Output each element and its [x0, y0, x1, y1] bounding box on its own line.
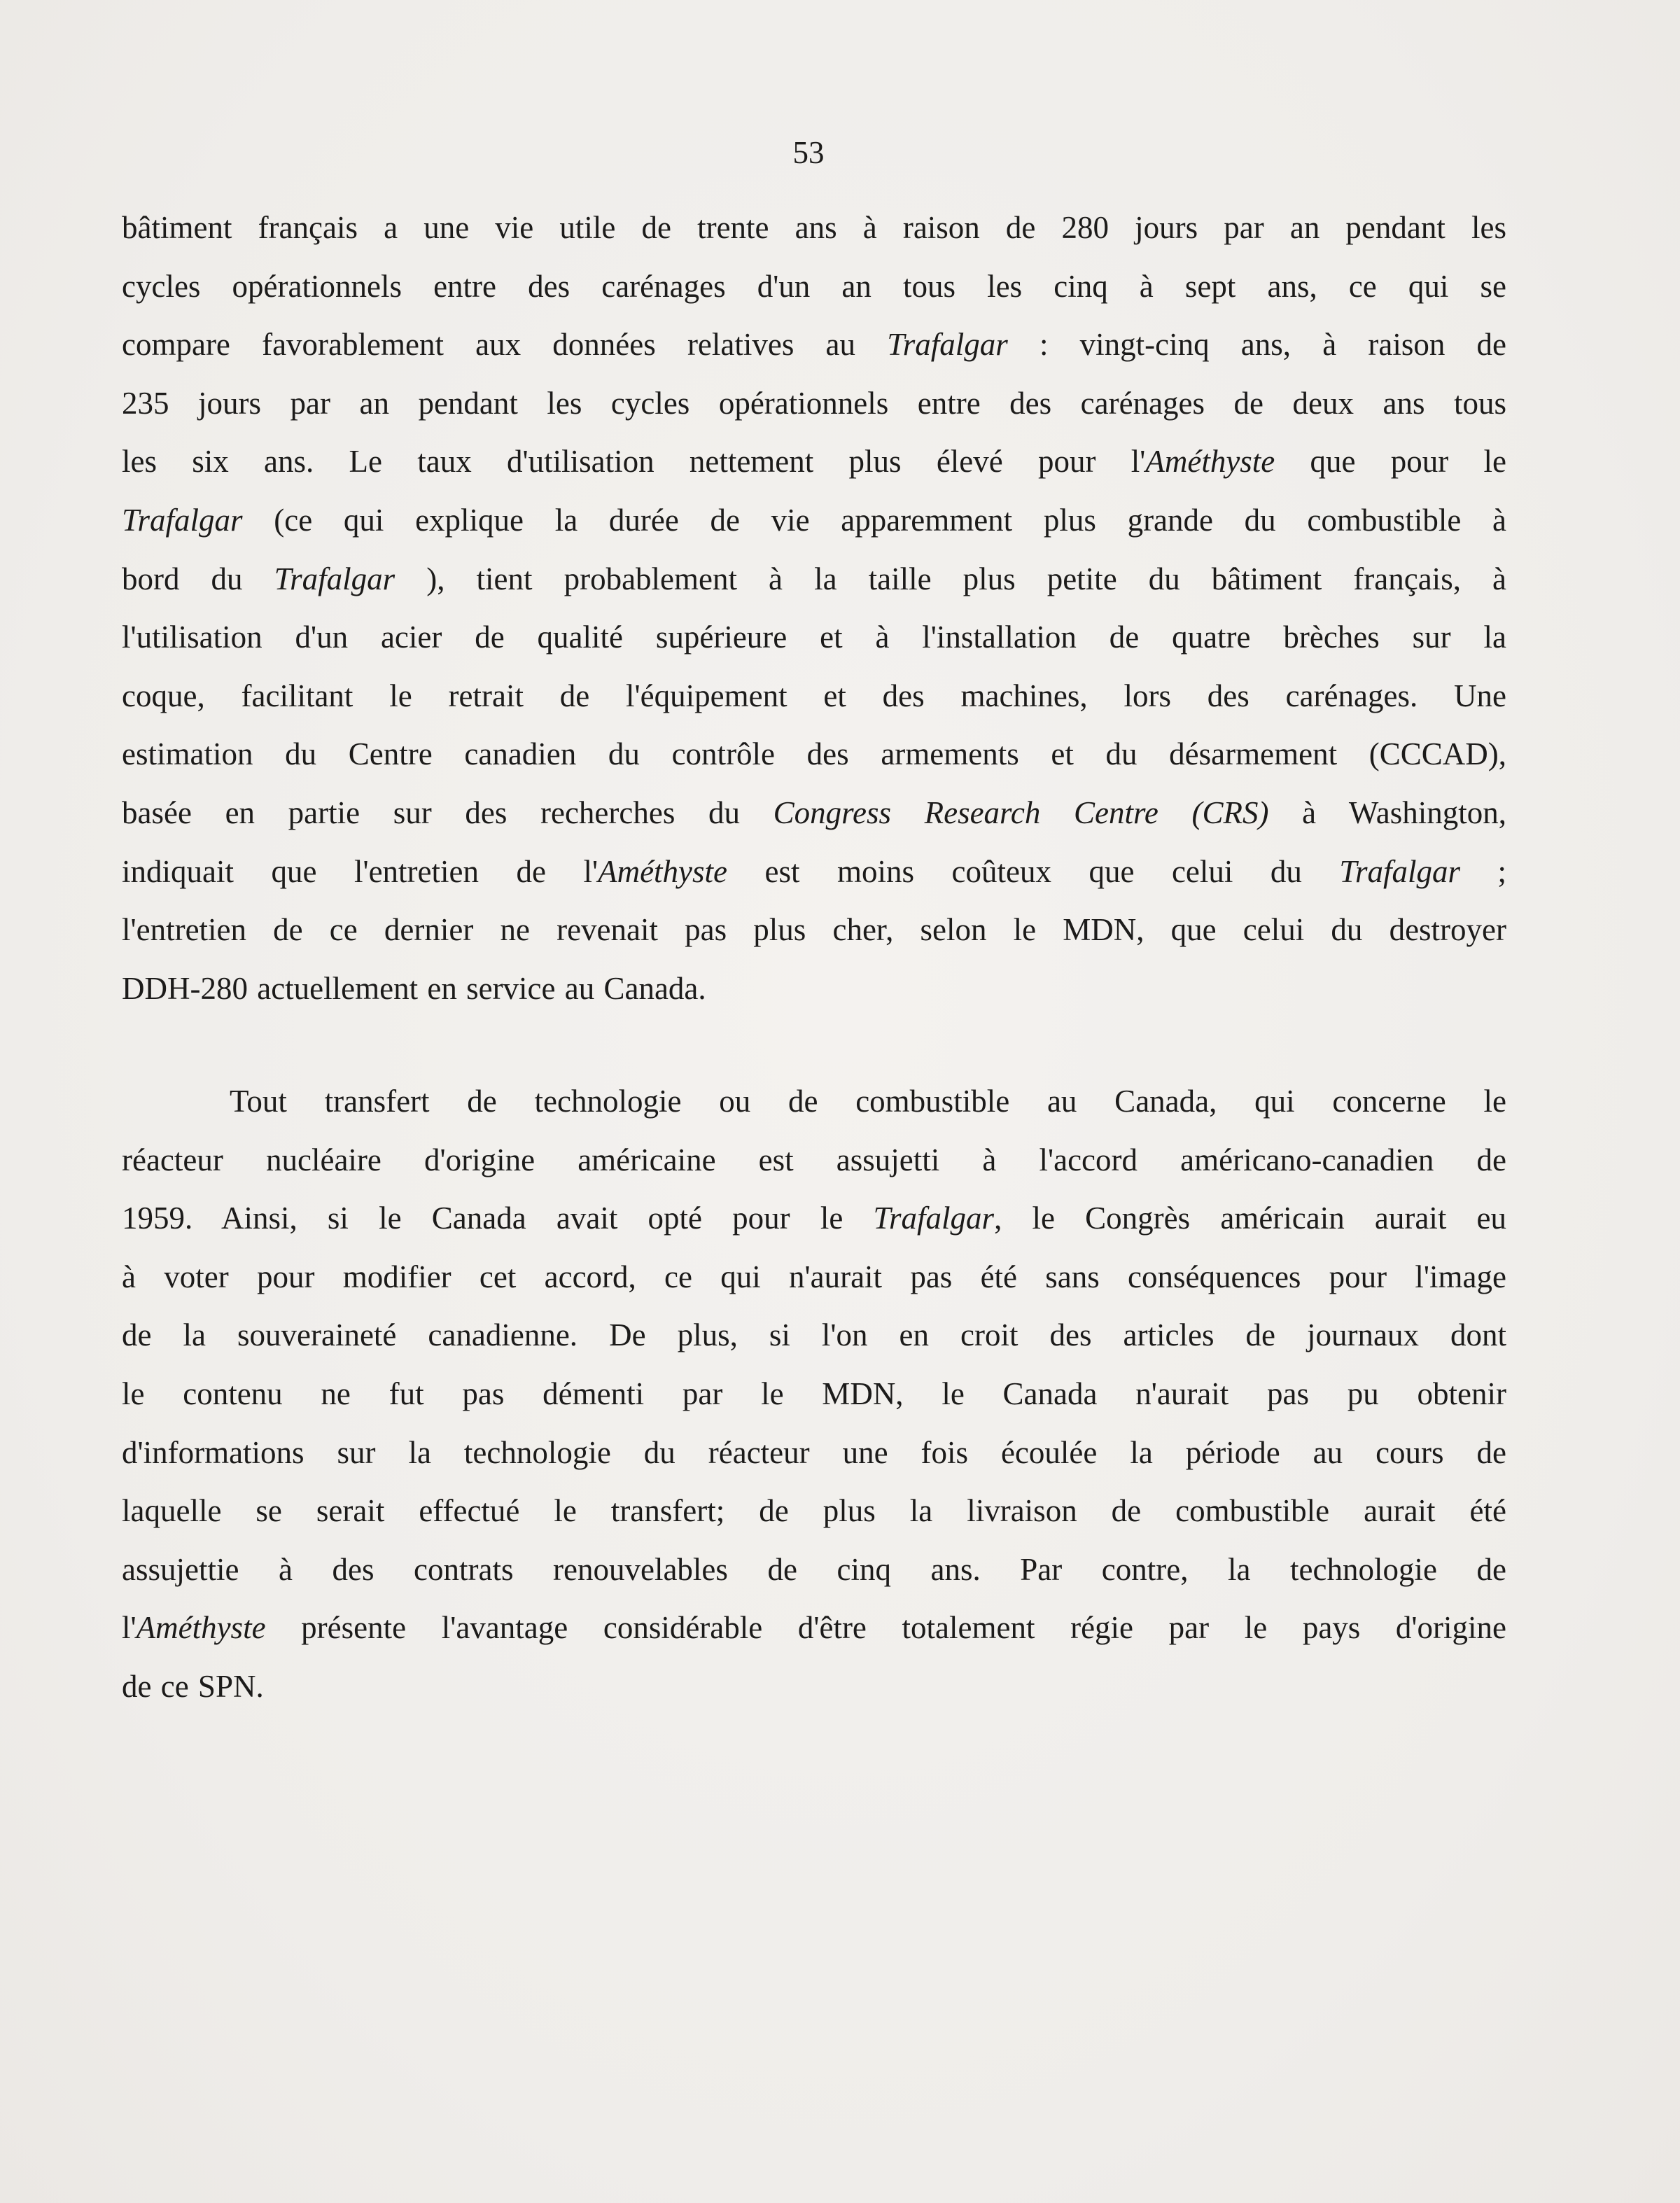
text-line: l'entretien de ce dernier ne revenait pas plus cher, selon le MDN, que celui du destroyer: [122, 912, 1506, 948]
text-line: l'Améthyste présente l'avantage considérable d'être totalement régie par le pays d'origine: [122, 1610, 1506, 1646]
text-line: de ce SPN.: [122, 1668, 264, 1704]
text-line: bord du Trafalgar ), tient probablement à la taille plus petite du bâtiment français, à: [122, 561, 1506, 596]
text-line: l'utilisation d'un acier de qualité supérieure et à l'installation de quatre brèches sur la: [122, 620, 1506, 655]
italic-term: Congress Research Centre (CRS): [773, 795, 1269, 830]
italic-term: Améthyste: [136, 1610, 266, 1646]
text-line: coque, facilitant le retrait de l'équipement et des machines, lors des carénages. Une: [122, 678, 1506, 713]
italic-term: Trafalgar: [887, 327, 1008, 363]
italic-term: Trafalgar: [274, 561, 396, 596]
text-line: Tout transfert de technologie ou de combustible au Canada, qui concerne le: [230, 1084, 1506, 1119]
text-line: 1959. Ainsi, si le Canada avait opté pour le Trafalgar, le Congrès américain aurait eu: [122, 1201, 1506, 1236]
text-line: assujettie à des contrats renouvelables de cinq ans. Par contre, la technologie de: [122, 1551, 1506, 1587]
text-line: d'informations sur la technologie du réacteur une fois écoulée la période au cours de: [122, 1434, 1506, 1470]
text-line: DDH-280 actuellement en service au Canada.: [122, 970, 706, 1006]
italic-term: Trafalgar: [122, 502, 243, 538]
text-line: Trafalgar (ce qui explique la durée de vie apparemment plus grande du combustible à: [122, 502, 1506, 538]
text-line: laquelle se serait effectué le transfert; de plus la livraison de combustible aurait été: [122, 1493, 1506, 1529]
paragraph-1: [122, 199, 1506, 1018]
text-line: les six ans. Le taux d'utilisation nettement plus élevé pour l'Améthyste que pour le: [122, 444, 1506, 480]
text-line: de la souveraineté canadienne. De plus, si l'on en croit des articles de journaux dont: [122, 1317, 1506, 1353]
text-line: cycles opérationnels entre des carénages d'un an tous les cinq à sept ans, ce qui se: [122, 268, 1506, 304]
text-line: basée en partie sur des recherches du Congress Research Centre (CRS) à Washington,: [122, 795, 1506, 830]
page-number: 53: [792, 135, 825, 170]
text-line: réacteur nucléaire d'origine américaine est assujetti à l'accord américano-canadien de: [122, 1142, 1506, 1177]
text-line: indiquait que l'entretien de l'Améthyste est moins coûteux que celui du Trafalgar ;: [122, 853, 1506, 889]
text-line: à voter pour modifier cet accord, ce qui n'aurait pas été sans conséquences pour l'image: [122, 1259, 1506, 1294]
text-line: compare favorablement aux données relatives au Trafalgar : vingt-cinq ans, à raison de: [122, 327, 1506, 363]
text-line: estimation du Centre canadien du contrôle des armements et du désarmement (CCCAD),: [122, 736, 1506, 772]
paragraph-2: [122, 1072, 1506, 1716]
text-line: bâtiment français a une vie utile de trente ans à raison de 280 jours par an pendant les: [122, 210, 1506, 245]
text-line: 235 jours par an pendant les cycles opérationnels entre des carénages de deux ans tous: [122, 385, 1506, 421]
italic-term: Améthyste: [1145, 444, 1275, 480]
italic-term: Trafalgar: [873, 1201, 995, 1236]
italic-term: Améthyste: [598, 853, 727, 889]
text-line: le contenu ne fut pas démenti par le MDN, le Canada n'aurait pas pu obtenir: [122, 1376, 1506, 1411]
italic-term: Trafalgar: [1339, 853, 1460, 889]
